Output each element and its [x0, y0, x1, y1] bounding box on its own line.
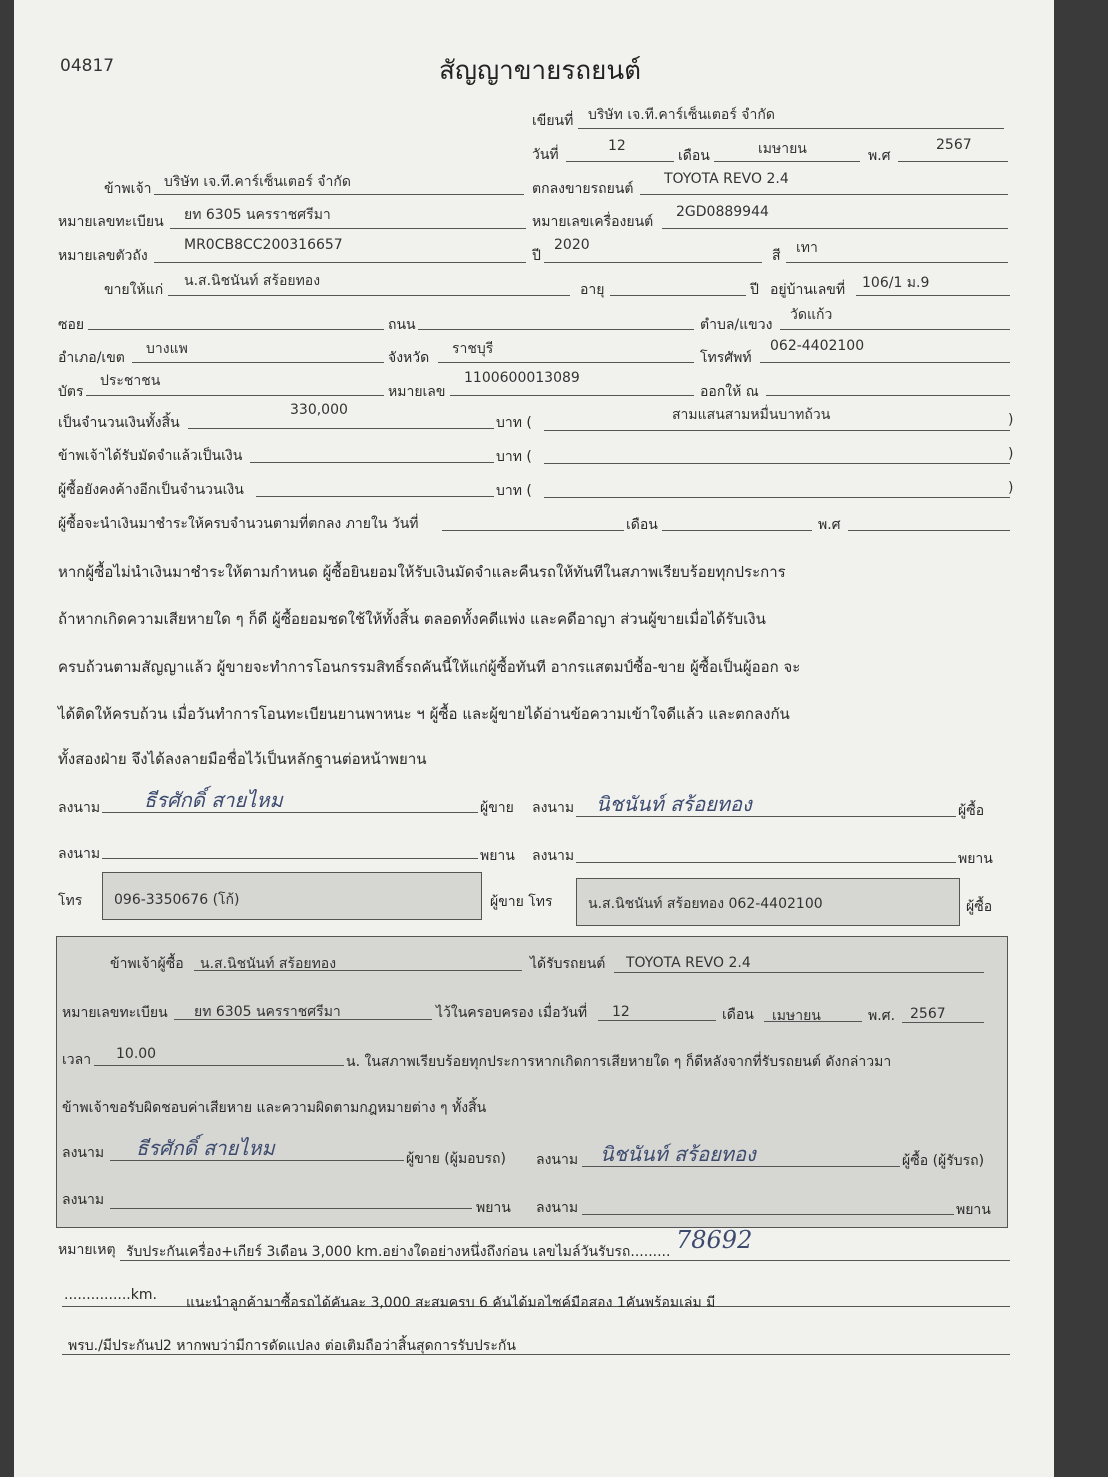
buyer-phone-role: ผู้ซื้อ: [966, 899, 993, 915]
due-year-label: พ.ศ: [818, 517, 841, 533]
witness-2-line: [576, 862, 956, 863]
paren-close-2: ): [1008, 446, 1014, 462]
notes-label: หมายเหตุ: [58, 1242, 116, 1258]
subdistrict-line: [780, 329, 1010, 330]
date-month-line: [714, 161, 860, 162]
receipt-witness-1-line: [110, 1208, 472, 1209]
subdistrict-label: ตำบล/แขวง: [700, 317, 773, 333]
car-model: TOYOTA REVO 2.4: [664, 171, 789, 187]
mileage-handwritten: 78692: [676, 1226, 753, 1254]
deposit-baht: บาท (: [496, 449, 532, 465]
phone-value: 062-4402100: [770, 338, 865, 354]
seller-name: บริษัท เจ.ที.คาร์เซ็นเตอร์ จำกัด: [164, 174, 351, 190]
terms-line-1: หากผู้ซื้อไม่นำเงินมาชำระให้ตามกำหนด ผู้ซื้อยินยอมให้รับเงินมัดจำและคืนรถให้ทันทีในสภาพเรียบร้อยทุกประการ: [58, 563, 786, 581]
total-baht: บาท (: [496, 415, 532, 431]
terms-line-4: ได้ติดให้ครบถ้วน เมื่อวันทำการโอนทะเบียนยานพาหนะ ฯ ผู้ซื้อ และผู้ขายได้อ่านข้อความเข้าใจดีแล้ว และตกลงกัน: [58, 705, 790, 723]
date-year-value: 2567: [936, 137, 972, 153]
buyer-name: น.ส.นิชนันท์ สร้อยทอง: [184, 273, 321, 289]
receipt-buyer-role: ผู้ซื้อ (ผู้รับรถ): [902, 1153, 985, 1169]
receipt-received-label: ได้รับรถยนต์: [530, 956, 606, 972]
road-label: ถนน: [388, 317, 416, 333]
receipt-month-label: เดือน: [722, 1007, 754, 1023]
written-at-label: เขียนที่: [532, 113, 574, 129]
house-value: 106/1 ม.9: [862, 275, 930, 291]
vehicle-year-label: ปี: [532, 248, 541, 264]
district-label: อำเภอ/เขต: [58, 350, 125, 366]
notes-line-1: รับประกันเครื่อง+เกียร์ 3เดือน 3,000 km.อย่างใดอย่างหนึ่งถึงก่อน เลขไมล์วันรับรถ.........: [126, 1244, 671, 1260]
age-unit: ปี: [750, 282, 759, 298]
receipt-time-text: น. ในสภาพเรียบร้อยทุกประการหากเกิดการเสียหายใด ๆ ก็ดีหลังจากที่รับรถยนต์ ดังกล่าวมา: [346, 1054, 892, 1070]
phone-line: [760, 362, 1010, 363]
district-value: บางแพ: [146, 341, 188, 357]
sell-to-label: ขายให้แก่: [104, 282, 164, 298]
receipt-time-label: เวลา: [62, 1052, 92, 1068]
engine-value: 2GD0889944: [676, 204, 769, 220]
plate-line: [170, 228, 526, 229]
total-label: เป็นจำนวนเงินทั้งสิ้น: [58, 415, 180, 431]
chassis-label: หมายเลขตัวถัง: [58, 248, 148, 264]
house-line: [856, 295, 1010, 296]
phone-row-label: โทร: [58, 893, 83, 909]
id-value: 1100600013089: [464, 370, 580, 386]
seller-phone: 096-3350676 (โก้): [114, 892, 240, 908]
date-year-line: [898, 161, 1008, 162]
written-at-line: [578, 128, 1004, 129]
remain-label: ผู้ซื้อยังคงค้างอีกเป็นจำนวนเงิน: [58, 482, 244, 498]
receipt-sign-label-witness-2: ลงนาม: [536, 1200, 579, 1216]
receipt-car: TOYOTA REVO 2.4: [626, 955, 751, 971]
receipt-day: 12: [612, 1004, 630, 1020]
document-number: 04817: [60, 56, 115, 76]
district-line: [132, 362, 384, 363]
receipt-time-line: [94, 1065, 344, 1066]
chassis-line: [154, 262, 526, 263]
paren-close-1: ): [1008, 412, 1014, 428]
soi-label: ซอย: [58, 317, 85, 333]
total-words-line: [544, 430, 1010, 431]
remain-baht: บาท (: [496, 483, 532, 499]
receipt-possession-label: ไว้ในครอบครอง เมื่อวันที่: [436, 1005, 588, 1021]
chassis-value: MR0CB8CC200316657: [184, 237, 343, 253]
receipt-month: เมษายน: [772, 1008, 821, 1024]
vehicle-color-line: [786, 262, 1008, 263]
card-label: บัตร: [58, 384, 84, 400]
buyer-phone: น.ส.นิชนันท์ สร้อยทอง 062-4402100: [588, 896, 823, 912]
id-line: [450, 395, 694, 396]
due-day-line: [442, 530, 624, 531]
engine-label: หมายเลขเครื่องยนต์: [532, 214, 654, 230]
written-at-value: บริษัท เจ.ที.คาร์เซ็นเตอร์ จำกัด: [588, 107, 775, 123]
receipt-buyer-signature: นิชนันท์ สร้อยทอง: [600, 1142, 756, 1166]
notes-line-2b: แนะนำลูกค้ามาซื้อรถได้คันละ 3,000 สะสมครบ 6 คันได้มอไซค์มือสอง 1คันพร้อมเล่ม มี: [186, 1295, 716, 1311]
engine-line: [662, 228, 1008, 229]
receipt-sign-label-witness-1: ลงนาม: [62, 1192, 105, 1208]
vehicle-color-label: สี: [772, 248, 781, 264]
notes-line-2a: ...............km.: [64, 1287, 157, 1303]
terms-line-2: ถ้าหากเกิดความเสียหายใด ๆ ก็ดี ผู้ซื้อยอมชดใช้ให้ทั้งสิ้น ตลอดทั้งคดีแพ่ง และคดีอาญา ส่วนผู้ขายเมื่อได้รับเงิน: [58, 610, 766, 628]
due-month-label: เดือน: [626, 517, 658, 533]
terms-line-5: ทั้งสองฝ่าย จึงได้ลงลายมือชื่อไว้เป็นหลักฐานต่อหน้าพยาน: [58, 750, 427, 768]
soi-line: [88, 329, 384, 330]
vehicle-year-value: 2020: [554, 237, 590, 253]
receipt-year: 2567: [910, 1006, 946, 1022]
total-words: สามแสนสามหมื่นบาทถ้วน: [672, 407, 831, 423]
document-title: สัญญาขายรถยนต์: [439, 56, 641, 86]
receipt-day-line: [598, 1020, 716, 1021]
phone-label: โทรศัพท์: [700, 350, 752, 366]
agree-sell-label: ตกลงขายรถยนต์: [532, 181, 634, 197]
receipt-buyer: น.ส.นิชนันท์ สร้อยทอง: [200, 956, 337, 972]
sign-label-witness-2: ลงนาม: [532, 848, 575, 864]
card-value: ประชาชน: [100, 373, 161, 389]
remain-line: [256, 496, 494, 497]
issued-line: [766, 395, 1010, 396]
plate-value: ยท 6305 นครราชศรีมา: [184, 207, 331, 223]
receipt-buyer-label: ข้าพเจ้าผู้ซื้อ: [110, 956, 184, 972]
buyer-role: ผู้ซื้อ: [958, 803, 985, 819]
receipt-seller-signature: ธีรศักดิ์ สายไหม: [136, 1136, 275, 1160]
receipt-seller-role: ผู้ขาย (ผู้มอบรถ): [406, 1151, 506, 1167]
remain-words-line: [544, 497, 1010, 498]
receipt-witness-2-role: พยาน: [956, 1202, 991, 1218]
receipt-plate-label: หมายเลขทะเบียน: [62, 1005, 168, 1021]
receipt-car-line: [614, 972, 984, 973]
due-label: ผู้ซื้อจะนำเงินมาชำระให้ครบจำนวนตามที่ตกลง ภายใน วันที่: [58, 516, 419, 532]
date-day-line: [566, 161, 674, 162]
deposit-label: ข้าพเจ้าได้รับมัดจำแล้วเป็นเงิน: [58, 448, 243, 464]
sign-label-seller: ลงนาม: [58, 800, 101, 816]
date-month-label: เดือน: [678, 148, 710, 164]
witness-1-role: พยาน: [480, 848, 515, 864]
contract-page: [14, 0, 1054, 1477]
seller-line: [154, 194, 524, 195]
total-line: [188, 428, 494, 429]
paren-close-3: ): [1008, 480, 1014, 496]
subdistrict-value: วัดแก้ว: [790, 307, 833, 323]
total-value: 330,000: [290, 402, 348, 418]
province-line: [438, 362, 694, 363]
vehicle-color-value: เทา: [796, 240, 818, 256]
notes-line-3: พรบ./มีประกันป2 หากพบว่ามีการดัดแปลง ต่อเติมถือว่าสิ้นสุดการรับประกัน: [68, 1338, 516, 1354]
witness-1-line: [102, 858, 478, 859]
vehicle-year-line: [544, 262, 762, 263]
receipt-sign-label-buyer: ลงนาม: [536, 1152, 579, 1168]
witness-2-role: พยาน: [958, 851, 993, 867]
seller-role: ผู้ขาย: [480, 800, 514, 816]
vehicle-receipt-box: [56, 936, 1008, 1228]
plate-label: หมายเลขทะเบียน: [58, 214, 164, 230]
province-label: จังหวัด: [388, 350, 430, 366]
card-line: [86, 395, 384, 396]
seller-signature: ธีรศักดิ์ สายไหม: [144, 788, 283, 812]
due-year-line: [848, 530, 1010, 531]
age-line: [610, 295, 746, 296]
receipt-responsibility: ข้าพเจ้าขอรับผิดชอบค่าเสียหาย และความผิดตามกฎหมายต่าง ๆ ทั้งสิ้น: [62, 1100, 487, 1116]
receipt-witness-1-role: พยาน: [476, 1200, 511, 1216]
date-month-value: เมษายน: [758, 141, 807, 157]
date-year-label: พ.ศ: [868, 148, 891, 164]
id-label: หมายเลข: [388, 384, 446, 400]
road-line: [418, 329, 694, 330]
date-day-value: 12: [608, 138, 626, 154]
issued-label: ออกให้ ณ: [700, 384, 759, 400]
agree-sell-line: [640, 194, 1008, 195]
buyer-signature: นิชนันท์ สร้อยทอง: [596, 792, 752, 816]
seller-phone-role: ผู้ขาย โทร: [490, 894, 553, 910]
sell-to-line: [168, 295, 570, 296]
due-month-line: [662, 530, 812, 531]
province-value: ราชบุรี: [452, 341, 494, 357]
deposit-words-line: [544, 463, 1010, 464]
sign-label-witness-1: ลงนาม: [58, 846, 101, 862]
receipt-year-label: พ.ศ.: [868, 1008, 896, 1024]
receipt-plate: ยท 6305 นครราชศรีมา: [194, 1004, 341, 1020]
receipt-time: 10.00: [116, 1046, 157, 1062]
receipt-sign-label-seller: ลงนาม: [62, 1145, 105, 1161]
date-day-label: วันที่: [532, 147, 559, 163]
receipt-year-line: [902, 1022, 984, 1023]
house-label: อยู่บ้านเลขที่: [770, 282, 846, 298]
deposit-line: [250, 462, 494, 463]
sign-label-buyer: ลงนาม: [532, 800, 575, 816]
age-label: อายุ: [580, 282, 605, 298]
seller-label: ข้าพเจ้า: [104, 181, 152, 197]
terms-line-3: ครบถ้วนตามสัญญาแล้ว ผู้ขายจะทำการโอนกรรมสิทธิ์รถคันนี้ให้แก่ผู้ซื้อทันที อากรแสตมป์ซื้อ-ขาย ผู้ซื้อเป็นผู้ออก จะ: [58, 658, 801, 676]
receipt-witness-2-line: [582, 1214, 954, 1215]
